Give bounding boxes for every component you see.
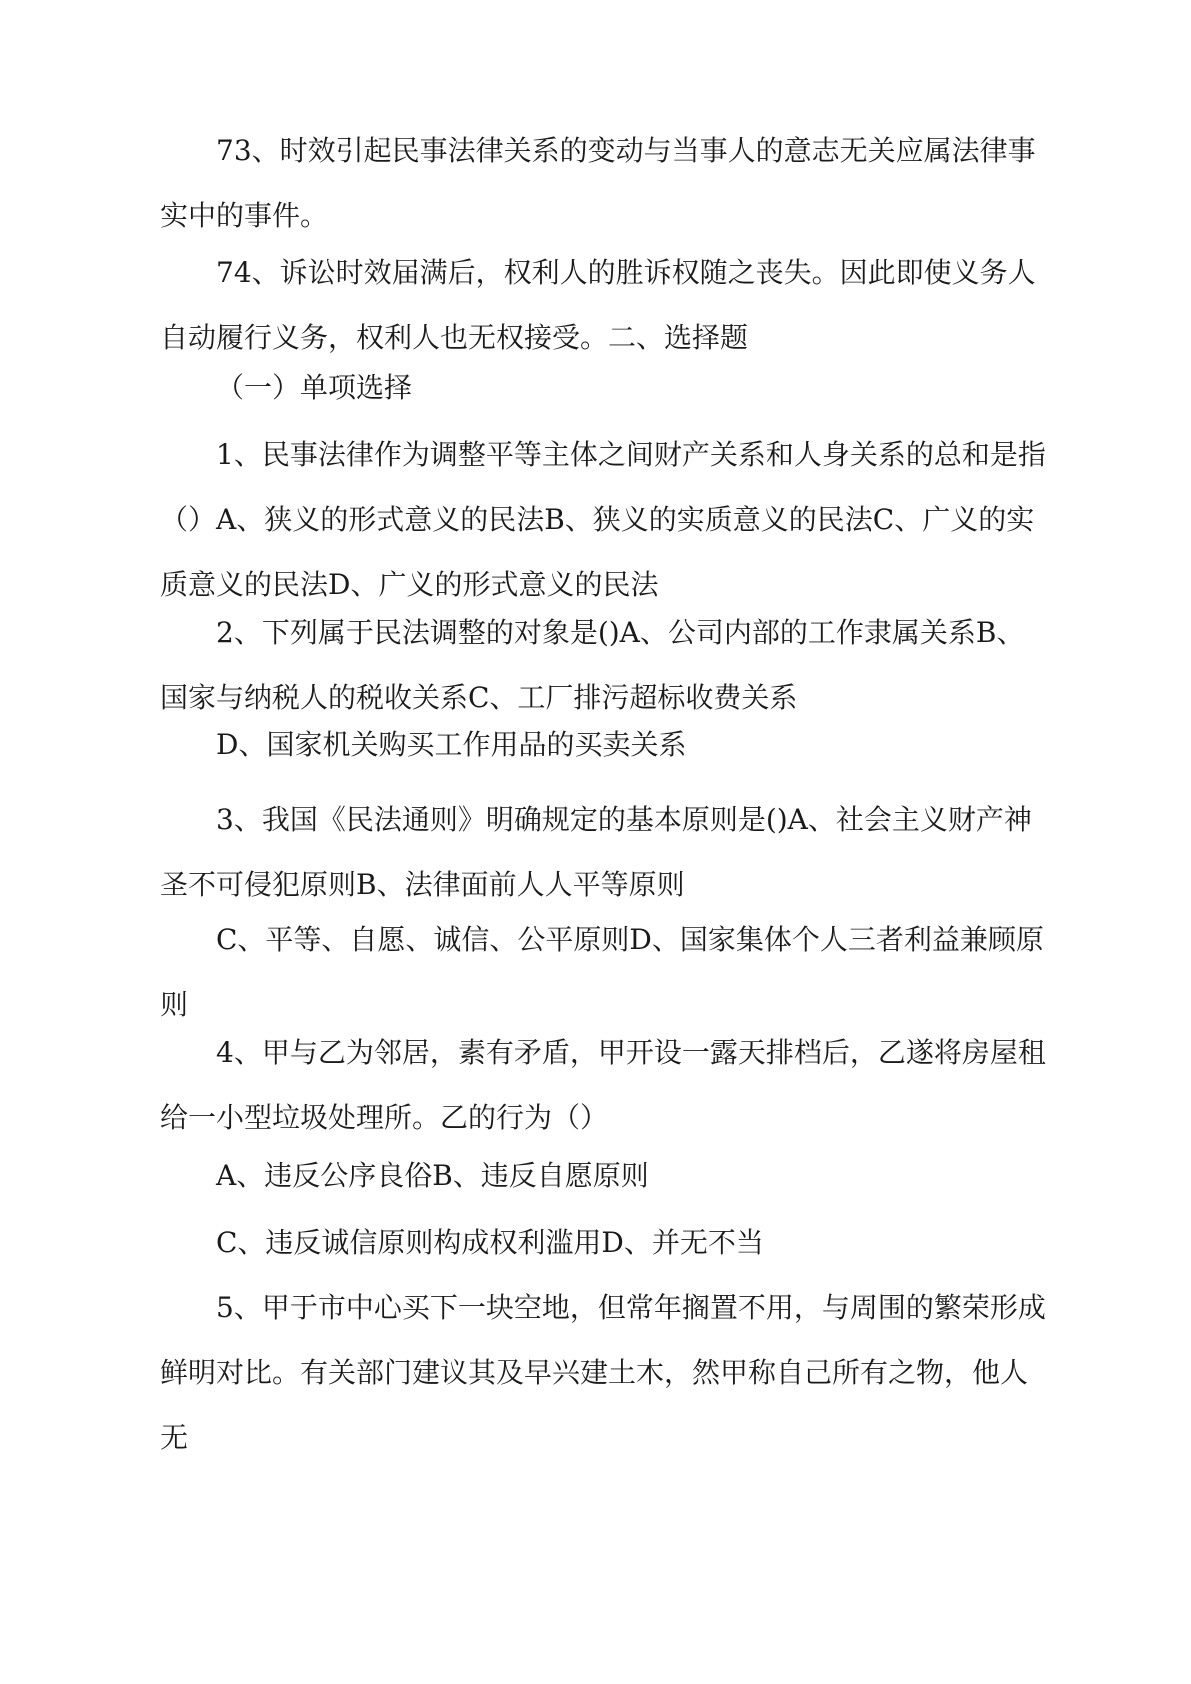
question-3-options-cd: C、平等、自愿、诚信、公平原则D、国家集体个人三者利益兼顾原则 (160, 923, 1044, 1021)
question-5: 5、甲于市中心买下一块空地，但常年搁置不用，与周围的繁荣形成鲜明对比。有关部门建议其及早兴建土木，然甲称自己所有之物，他人无 (160, 1291, 1046, 1454)
question-3: 3、我国《民法通则》明确规定的基本原则是()A、社会主义财产神圣不可侵犯原则B、法律面前人人平等原则 (160, 803, 1032, 901)
question-4-options-ab: A、违反公序良俗B、违反自愿原则 (216, 1159, 649, 1192)
section-heading-single-choice: （一）单项选择 (216, 371, 413, 404)
question-1: 1、民事法律作为调整平等主体之间财产关系和人身关系的总和是指（）A、狭义的形式意义的民法B、狭义的实质意义的民法C、广义的实质意义的民法D、广义的形式意义的民法 (160, 438, 1046, 601)
question-4: 4、甲与乙为邻居，素有矛盾，甲开设一露天排档后，乙遂将房屋租给一小型垃圾处理所。乙的行为（） (160, 1036, 1046, 1134)
question-2-option-d: D、国家机关购买工作用品的买卖关系 (216, 728, 687, 761)
question-4-options-cd: C、违反诚信原则构成权利滥用D、并无不当 (216, 1226, 764, 1259)
question-2: 2、下列属于民法调整的对象是()A、公司内部的工作隶属关系B、国家与纳税人的税收关系C、工厂排污超标收费关系 (160, 616, 1025, 714)
paragraph-74: 74、诉讼时效届满后，权利人的胜诉权随之丧失。因此即使义务人自动履行义务，权利人也无权接受。二、选择题 (160, 256, 1036, 354)
paragraph-73: 73、时效引起民事法律关系的变动与当事人的意志无关应属法律事实中的事件。 (160, 134, 1036, 232)
